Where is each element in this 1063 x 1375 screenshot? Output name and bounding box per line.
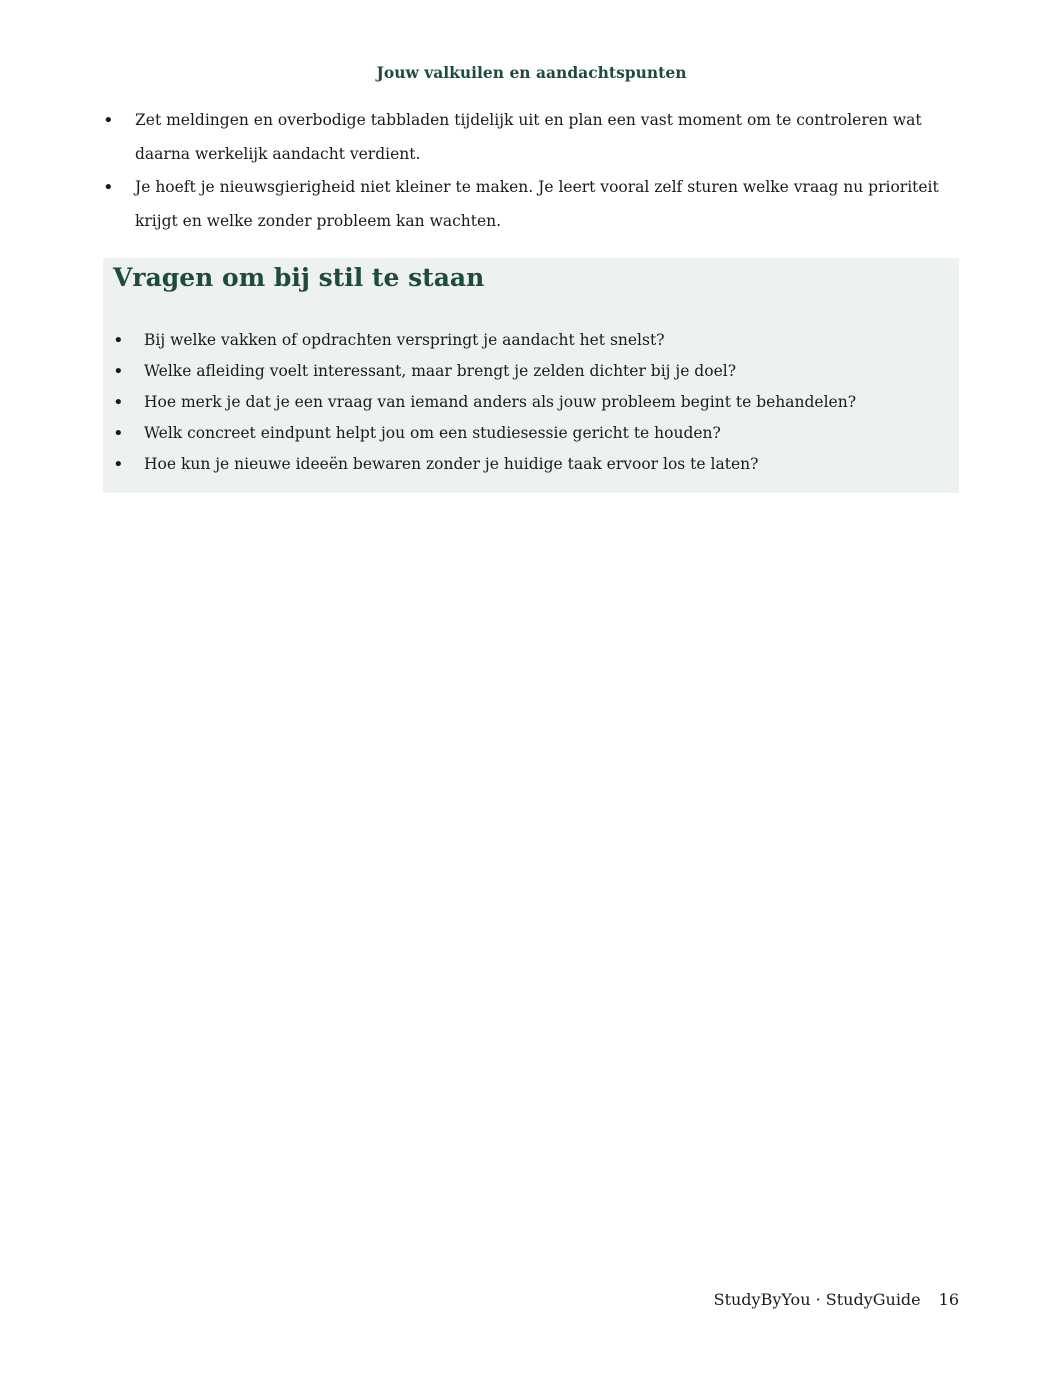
list-item — [103, 104, 963, 171]
question-list — [113, 325, 953, 480]
question-item — [113, 449, 953, 480]
bullet-icon: • — [113, 454, 124, 475]
question-text: Welk concreet eindpunt helpt jou om een studiesessie gericht te houden? — [144, 424, 721, 442]
bullet-text: Zet meldingen en overbodige tabbladen tijdelijk uit en plan een vast moment om te controleren wat daarna werkelijk aandacht verdient. — [135, 111, 922, 163]
question-text: Hoe merk je dat je een vraag van iemand anders als jouw probleem begint te behandelen? — [144, 393, 857, 411]
question-item — [113, 387, 953, 418]
question-text: Welke afleiding voelt interessant, maar brengt je zelden dichter bij je doel? — [144, 362, 737, 380]
reflection-heading: Vragen om bij stil te staan — [113, 263, 485, 292]
bullet-icon: • — [113, 392, 124, 413]
bullet-text: Je hoeft je nieuwsgierigheid niet kleiner te maken. Je leert vooral zelf sturen welke vraag nu prioriteit krijgt en welke zonder probleem kan wachten. — [135, 178, 939, 230]
bullet-icon: • — [113, 423, 124, 444]
bullet-icon: • — [113, 361, 124, 382]
question-item — [113, 356, 953, 387]
question-item — [113, 325, 953, 356]
bullet-icon: • — [103, 177, 114, 198]
question-text: Bij welke vakken of opdrachten verspringt je aandacht het snelst? — [144, 331, 665, 349]
list-item — [103, 171, 963, 238]
reflection-callout — [103, 258, 959, 493]
page-footer — [714, 1290, 959, 1309]
question-item — [113, 418, 953, 449]
question-text: Hoe kun je nieuwe ideeën bewaren zonder je huidige taak ervoor los te laten? — [144, 455, 759, 473]
bullet-icon: • — [113, 330, 124, 351]
running-header: Jouw valkuilen en aandachtspunten — [376, 63, 687, 82]
intro-bullet-list — [103, 104, 963, 238]
bullet-icon: • — [103, 110, 114, 131]
footer-brand: StudyByYou · StudyGuide — [713, 1290, 921, 1309]
page-number: 16 — [938, 1290, 959, 1309]
